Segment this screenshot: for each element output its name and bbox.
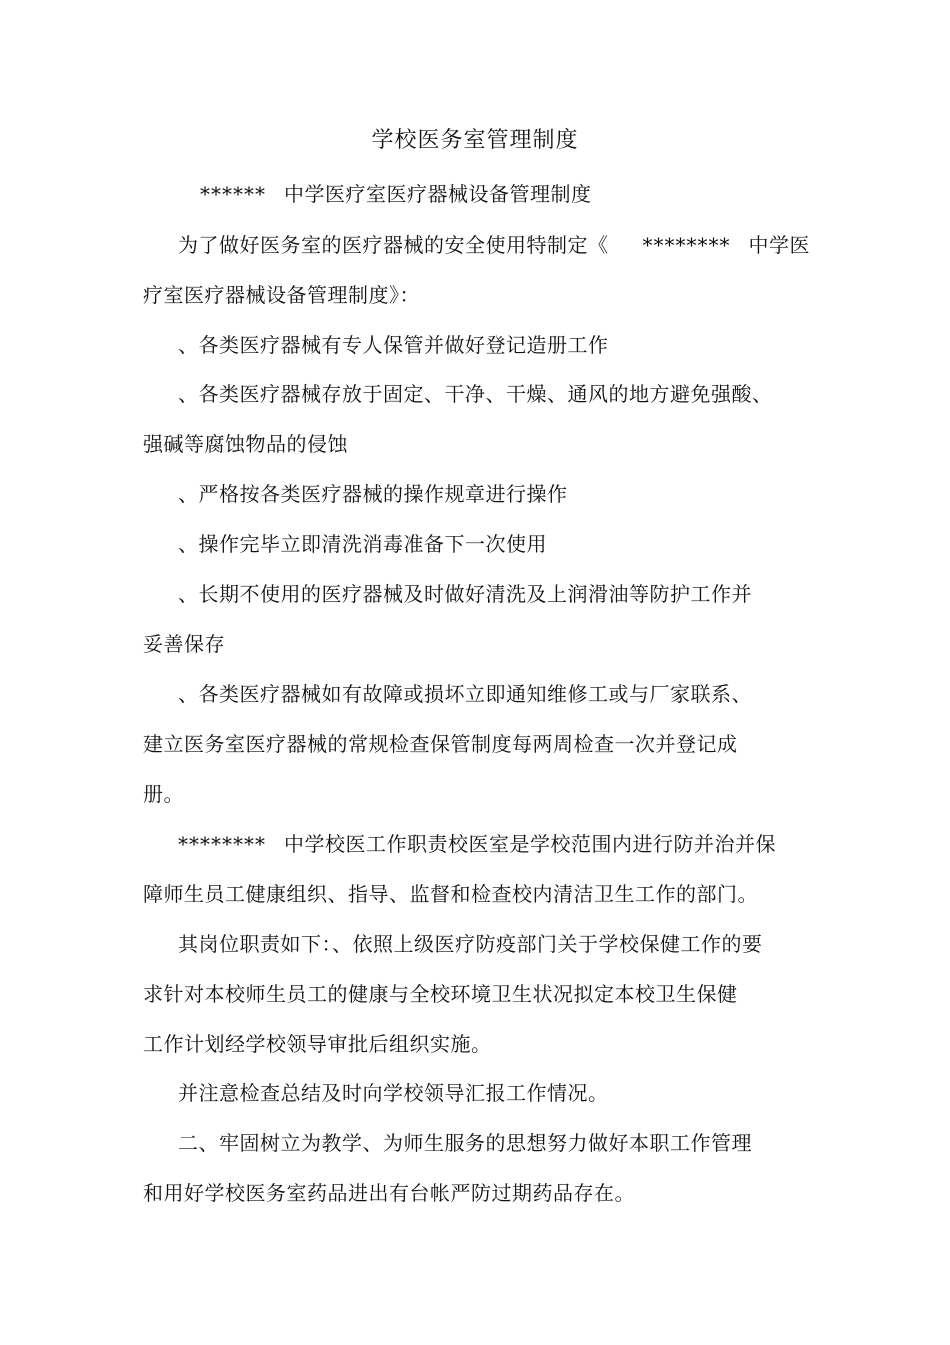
list-item-6-line-1: 、各类医疗器械如有故障或损坏立即通知维修工或与厂家联系、 — [178, 682, 752, 706]
paragraph-4: 并注意检查总结及时向学校领导汇报工作情况。 — [178, 1081, 609, 1105]
paragraph-2-text: 中学校医工作职责校医室是学校范围内进行防并治并保 — [284, 832, 776, 856]
paragraph-5-line-2: 和用好学校医务室药品进出有台帐严防过期药品存在。 — [143, 1181, 635, 1205]
redacted-school-name: ******** — [642, 233, 731, 257]
paragraph-5-line-1: 二、牢固树立为教学、为师生服务的思想努力做好本职工作管理 — [178, 1131, 752, 1155]
paragraph-2-line-2: 障师生员工健康组织、指导、监督和检查校内清洁卫生工作的部门。 — [143, 882, 758, 906]
list-item-2-line-1: 、各类医疗器械存放于固定、干净、干燥、通风的地方避免强酸、 — [178, 382, 773, 406]
subtitle-text: 中学医疗室医疗器械设备管理制度 — [284, 182, 592, 206]
document-title: 学校医务室管理制度 — [371, 128, 579, 153]
paragraph-1-line-1 — [178, 231, 810, 259]
list-item-3: 、严格按各类医疗器械的操作规章进行操作 — [178, 482, 568, 506]
list-item-5-line-2: 妥善保存 — [143, 632, 225, 656]
paragraph-3-line-2: 求针对本校师生员工的健康与全校环境卫生状况拟定本校卫生保健 — [143, 982, 738, 1006]
paragraph-2-line-1 — [178, 830, 776, 858]
paragraph-1-text-b: 中学医 — [748, 233, 810, 257]
list-item-6-line-2: 建立医务室医疗器械的常规检查保管制度每两周检查一次并登记成 — [143, 732, 738, 756]
paragraph-3-line-3: 工作计划经学校领导审批后组织实施。 — [143, 1032, 492, 1056]
list-item-4: 、操作完毕立即清洗消毒准备下一次使用 — [178, 532, 547, 556]
list-item-2-line-2: 强碱等腐蚀物品的侵蚀 — [143, 432, 348, 456]
list-item-5-line-1: 、长期不使用的医疗器械及时做好清洗及上润滑油等防护工作并 — [178, 582, 752, 606]
paragraph-3-line-1: 其岗位职责如下：、依照上级医疗防疫部门关于学校保健工作的要 — [178, 932, 763, 956]
list-item-1: 、各类医疗器械有专人保管并做好登记造册工作 — [178, 333, 609, 357]
subtitle-line — [200, 180, 592, 208]
redacted-school-name: ******** — [178, 832, 266, 856]
paragraph-1-text-a: 为了做好医务室的医疗器械的安全使用特制定《 — [178, 233, 609, 257]
paragraph-1-line-2: 疗室医疗器械设备管理制度》： — [143, 283, 420, 307]
list-item-6-line-3: 册。 — [143, 782, 184, 806]
redacted-school-name: ****** — [200, 182, 266, 206]
